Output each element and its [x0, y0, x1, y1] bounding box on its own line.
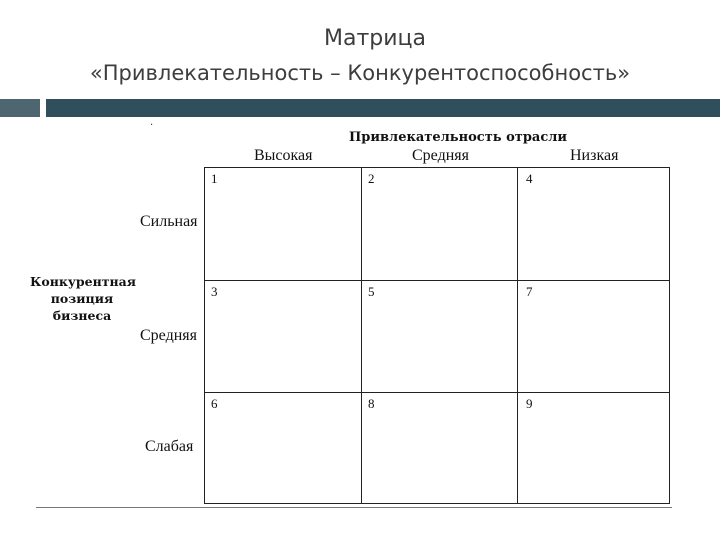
- x-axis-label: Привлекательность отрасли: [349, 130, 568, 145]
- y-axis-label-line: Конкурентная: [30, 274, 136, 289]
- cell-number: 1: [211, 171, 218, 186]
- grid-line: [517, 167, 518, 504]
- slide-title: [0, 22, 720, 90]
- y-axis-label-line: бизнеса: [52, 308, 112, 323]
- cell-number: 6: [211, 396, 218, 411]
- grid-line: [204, 280, 670, 281]
- matrix-grid: [204, 167, 670, 504]
- cell-number: 5: [368, 284, 375, 299]
- cell-number: 7: [526, 284, 533, 299]
- accent-bar-left: [0, 99, 40, 117]
- cell-number: 9: [526, 396, 533, 411]
- grid-line: [204, 392, 670, 393]
- column-header-low: Низкая: [570, 147, 619, 164]
- column-header-high: Высокая: [254, 147, 313, 164]
- y-axis-label-line: позиция: [50, 291, 114, 306]
- column-header-medium: Средняя: [412, 147, 469, 164]
- row-header-strong: Сильная: [140, 213, 198, 230]
- y-axis-label: [30, 273, 134, 324]
- cell-number: 2: [368, 171, 375, 186]
- accent-bar-right: [46, 99, 720, 117]
- page-baseline: [36, 507, 672, 508]
- decor-tick: ·: [150, 120, 154, 131]
- grid-line: [361, 167, 362, 504]
- cell-number: 3: [211, 284, 218, 299]
- row-header-weak: Слабая: [145, 438, 194, 455]
- title-line-1: Матрица: [324, 26, 426, 51]
- title-line-2: «Привлекательность – Конкурентоспособность»: [89, 61, 631, 85]
- cell-number: 8: [368, 396, 375, 411]
- cell-number: 4: [526, 171, 533, 186]
- row-header-medium: Средняя: [140, 327, 197, 344]
